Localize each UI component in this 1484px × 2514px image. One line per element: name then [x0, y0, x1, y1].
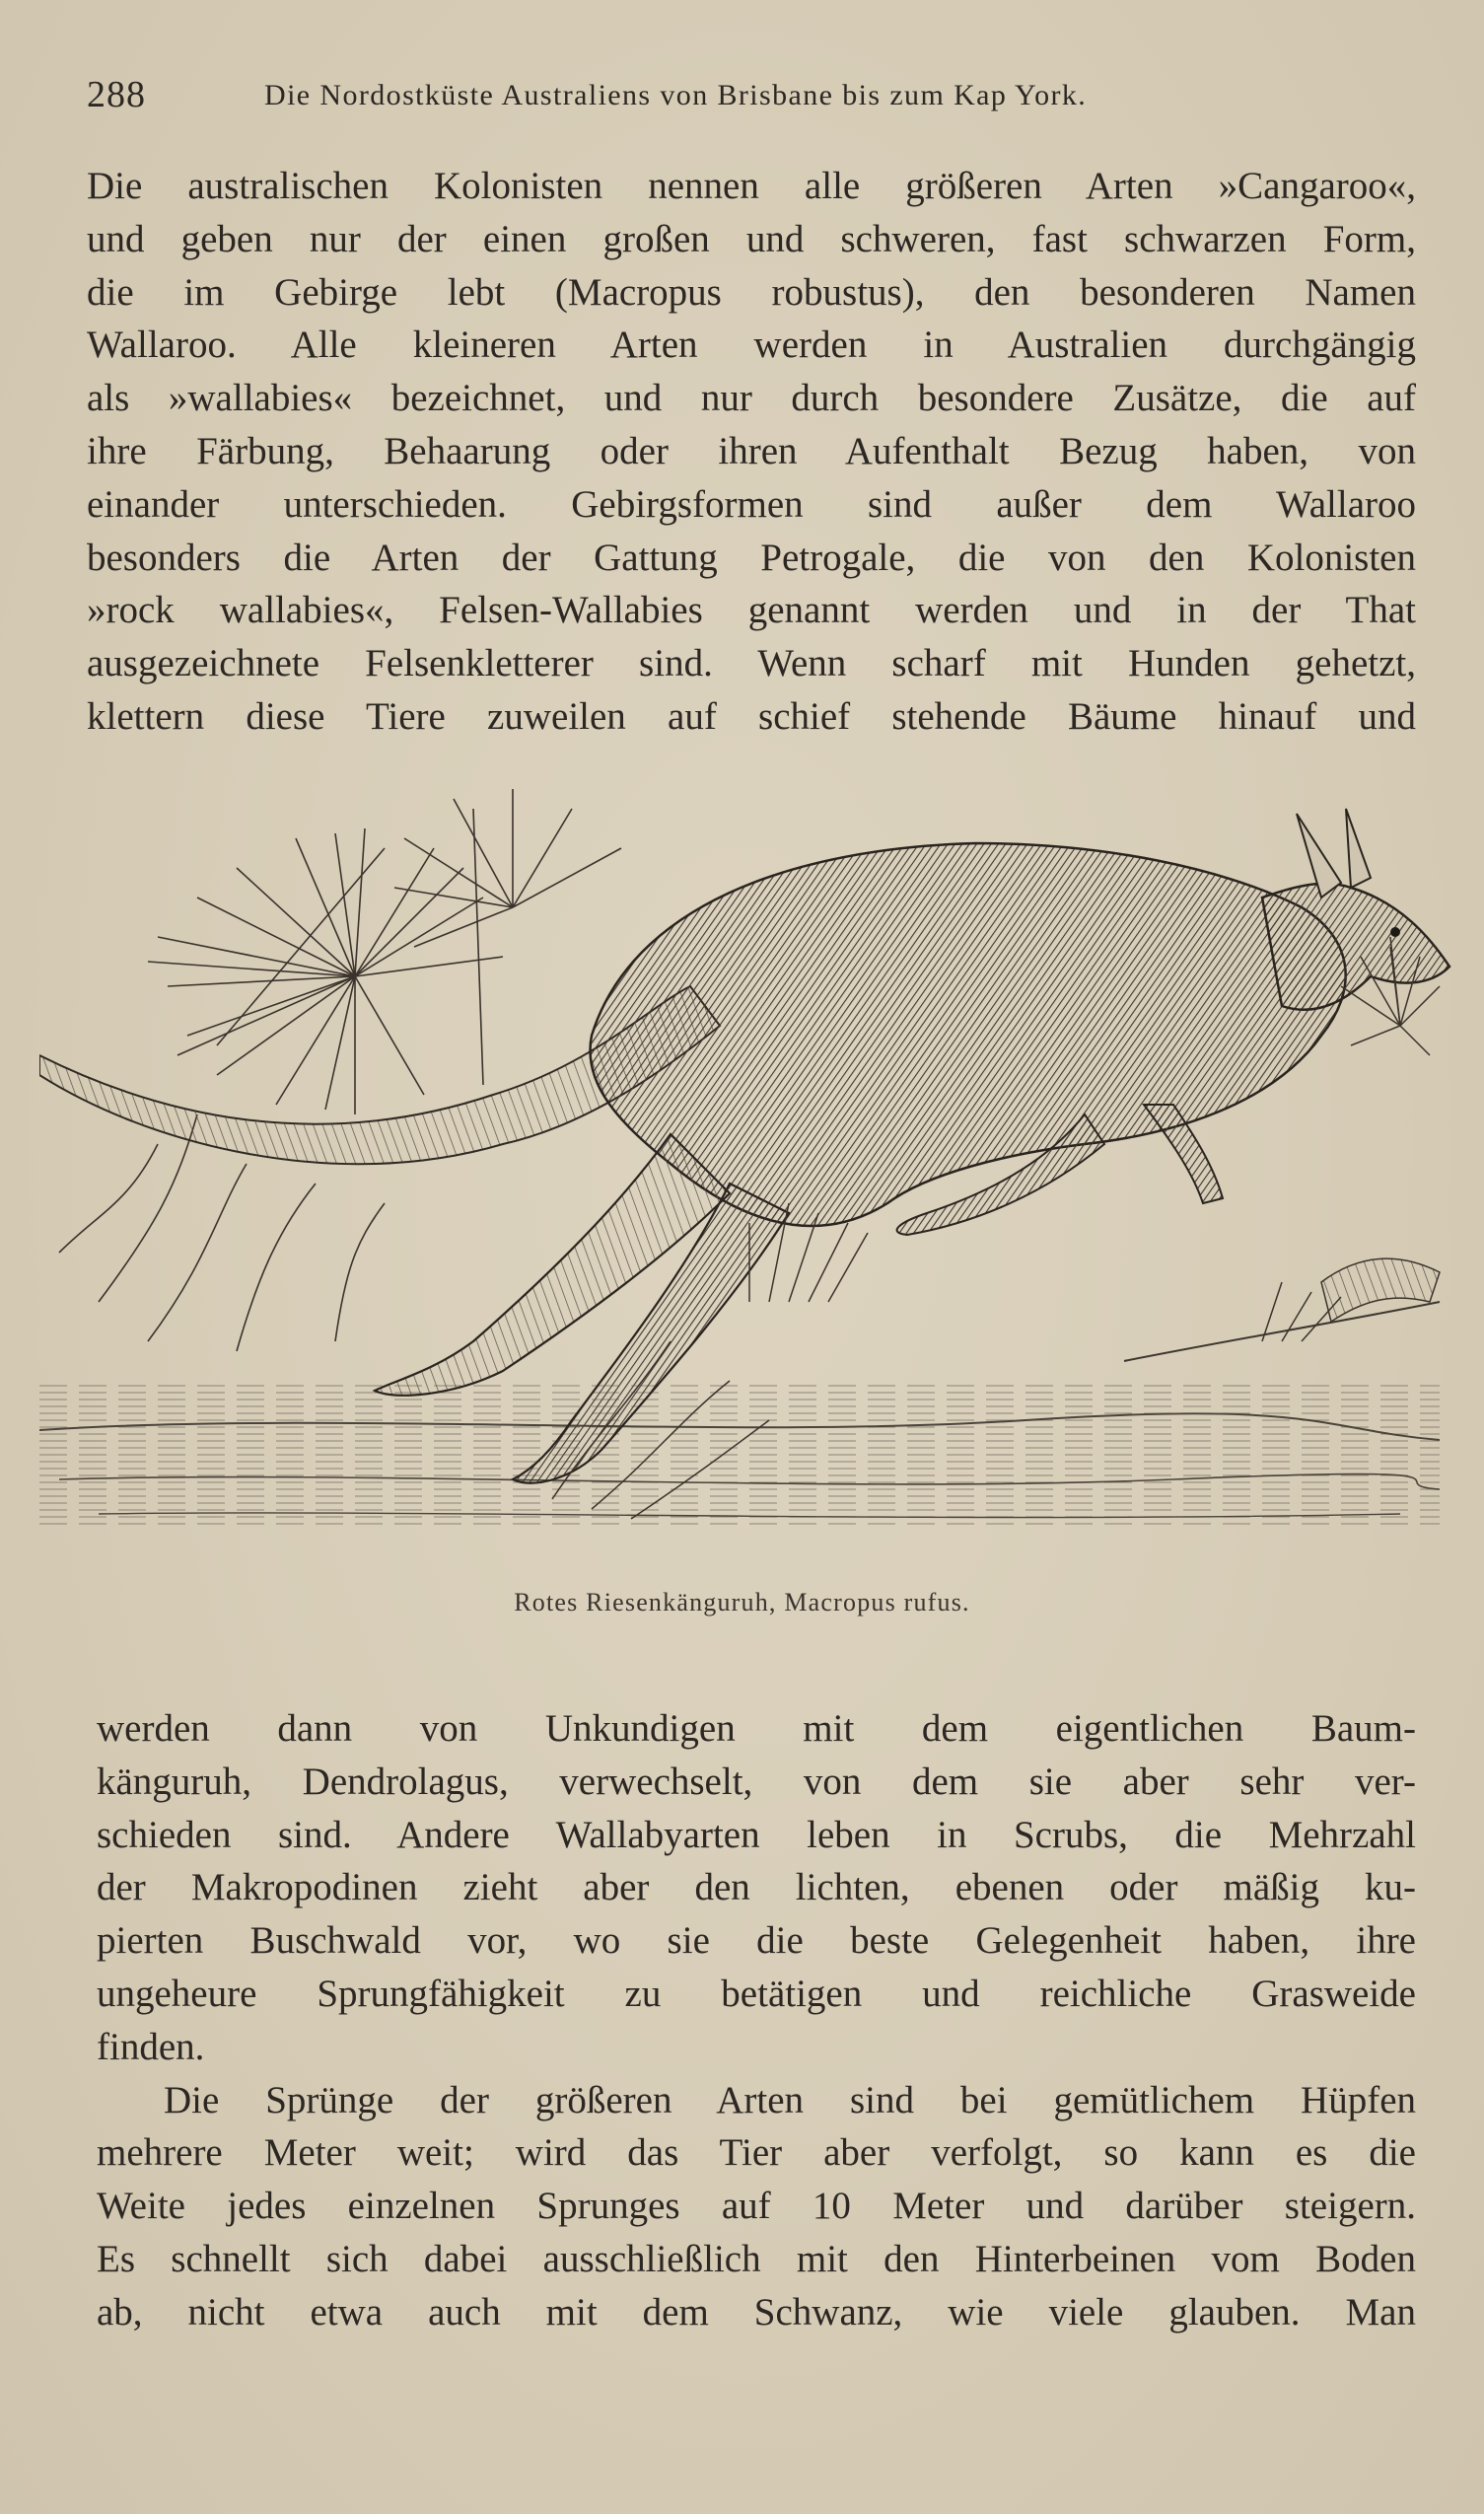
text-line: finden. — [97, 2025, 205, 2068]
paragraph-2 — [97, 1702, 1416, 2339]
text-line: Die australischen Kolonisten nennen alle größeren Arten »Cangaroo«, — [87, 165, 1416, 207]
running-head: Die Nordostküste Australiens von Brisbane bis zum Kap York. — [264, 79, 1088, 111]
text-line: ausgezeichnete Felsenkletterer sind. Wenn scharf mit Hunden gehetzt, — [87, 642, 1416, 685]
kangaroo-eye — [1390, 927, 1400, 937]
text-line: die im Gebirge lebt (Macropus robustus), den besonderen Namen — [87, 270, 1416, 314]
text-line: werden dann von Unkundigen mit dem eigentlichen Baum- — [97, 1707, 1416, 1750]
text-line: känguruh, Dendrolagus, verwechselt, von dem sie aber sehr ver- — [97, 1760, 1416, 1803]
grass-tree-plants — [59, 789, 621, 1351]
figure-caption: Rotes Riesenkänguruh, Macropus rufus. — [514, 1588, 970, 1616]
page-number: 288 — [87, 74, 146, 115]
text-line: einander unterschieden. Gebirgsformen sind außer dem Wallaroo — [87, 482, 1416, 526]
kangaroo-engraving — [39, 789, 1459, 1568]
text-line: pierten Buschwald vor, wo sie die beste Gelegenheit haben, ihre — [97, 1919, 1416, 1963]
text-line: mehrere Meter weit; wird das Tier aber verfolgt, so kann es die — [97, 2131, 1416, 2175]
text-line: besonders die Arten der Gattung Petrogale, die von den Kolonisten — [87, 536, 1416, 579]
text-line: Weite jedes einzelnen Sprunges auf 10 Meter und darüber steigern. — [97, 2185, 1416, 2228]
text-line: ihre Färbung, Behaarung oder ihren Aufenthalt Bezug haben, von — [87, 429, 1416, 472]
text-line: der Makropodinen zieht aber den lichten, ebenen oder mäßig ku- — [97, 1866, 1416, 1909]
text-line: »rock wallabies«, Felsen-Wallabies genannt werden und in der That — [87, 589, 1416, 632]
text-line: klettern diese Tiere zuweilen auf schief stehende Bäume hinauf und — [87, 694, 1416, 738]
text-line: Wallaroo. Alle kleineren Arten werden in Australien durchgängig — [87, 323, 1416, 367]
text-line: als »wallabies« bezeichnet, und nur durch besondere Zusätze, die auf — [87, 377, 1416, 420]
text-line: schieden sind. Andere Wallabyarten leben in Scrubs, die Mehrzahl — [97, 1813, 1416, 1856]
ground-hatching — [39, 1302, 1440, 1529]
text-line: Es schnellt sich dabei ausschließlich mit den Hinterbeinen vom Boden — [97, 2237, 1416, 2280]
paragraph-1 — [87, 160, 1416, 744]
text-line: ungeheure Sprungfähigkeit zu betätigen und reichliche Grasweide — [97, 1972, 1416, 2015]
text-line: und geben nur der einen großen und schweren, fast schwarzen Form, — [87, 217, 1416, 260]
text-line: Die Sprünge der größeren Arten sind bei gemütlichem Hüpfen — [164, 2078, 1416, 2121]
text-line: ab, nicht etwa auch mit dem Schwanz, wie viele glauben. Man — [97, 2290, 1416, 2334]
page-header — [87, 73, 1388, 122]
